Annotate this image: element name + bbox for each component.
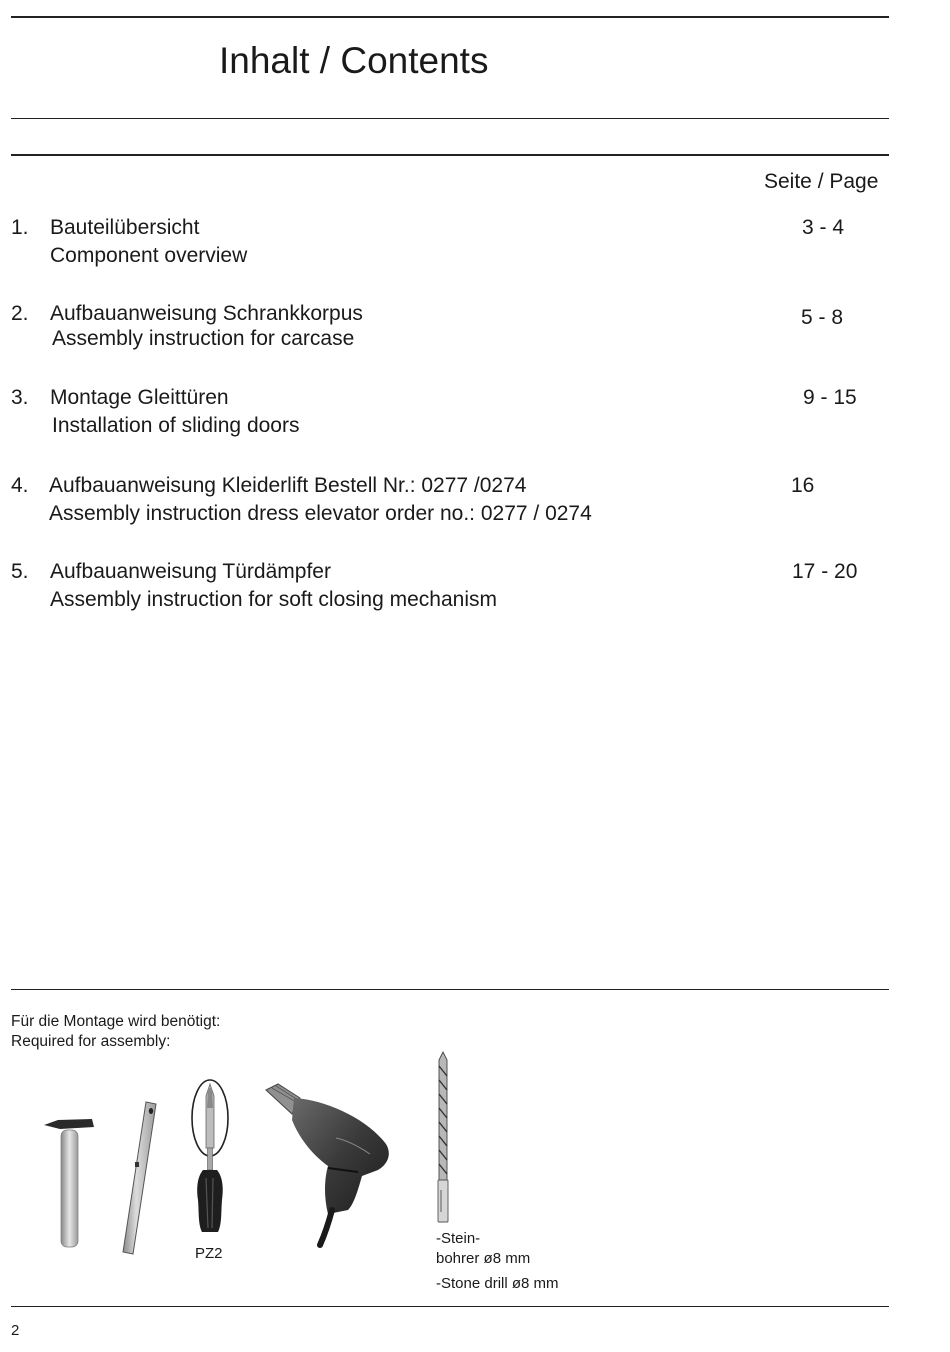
- toc-page-range: 17 - 20: [792, 560, 858, 583]
- requirements-de: Für die Montage wird benötigt:: [11, 1013, 221, 1030]
- toc-page-range: 5 - 8: [801, 306, 844, 329]
- hammer-icon: [40, 1115, 100, 1250]
- toc-entry: [0, 474, 950, 534]
- screwdriver-label: PZ2: [195, 1245, 223, 1262]
- contents-top-rule: [11, 154, 889, 156]
- power-drill-icon: [258, 1080, 398, 1248]
- toc-number: 1.: [11, 216, 29, 239]
- toc-title-de: Aufbauanweisung Schrankkorpus: [50, 302, 363, 325]
- page-column-header: Seite / Page: [764, 170, 879, 193]
- toc-title-en: Installation of sliding doors: [52, 414, 300, 437]
- toc-title-de: Aufbauanweisung Kleiderlift Bestell Nr.: 0277 /0274: [49, 474, 527, 497]
- toc-page-range: 3 - 4: [802, 216, 845, 239]
- title-bottom-rule: [11, 118, 889, 119]
- spirit-level-icon: [116, 1098, 166, 1258]
- toc-title-de: Bauteilübersicht: [50, 216, 200, 239]
- drill-bit-label-de-2: bohrer ø8 mm: [436, 1250, 531, 1267]
- screwdriver-icon: [186, 1078, 236, 1243]
- page-number: 2: [11, 1322, 20, 1339]
- toc-number: 2.: [11, 302, 29, 325]
- drill-bit-label-en: -Stone drill ø8 mm: [436, 1275, 559, 1292]
- toc-title-en: Assembly instruction dress elevator order no.: 0277 / 0274: [49, 502, 592, 525]
- toc-page-range: 16: [791, 474, 815, 497]
- toc-number: 3.: [11, 386, 29, 409]
- drill-bit-icon: [431, 1050, 455, 1226]
- tools-top-rule: [11, 989, 889, 990]
- toc-entry: [0, 560, 950, 620]
- toc-entry: [0, 216, 950, 276]
- footer-rule: [11, 1306, 889, 1307]
- toc-entry: [0, 302, 950, 362]
- page-title: Inhalt / Contents: [219, 40, 489, 81]
- toc-title-en: Component overview: [50, 244, 248, 267]
- toc-title-en: Assembly instruction for soft closing mechanism: [50, 588, 497, 611]
- drill-bit-label-de-1: -Stein-: [436, 1230, 481, 1247]
- toc-title-de: Montage Gleittüren: [50, 386, 229, 409]
- toc-title-de: Aufbauanweisung Türdämpfer: [50, 560, 331, 583]
- toc-page-range: 9 - 15: [803, 386, 857, 409]
- toc-number: 4.: [11, 474, 29, 497]
- toc-title-en: Assembly instruction for carcase: [52, 327, 355, 350]
- top-rule: [11, 16, 889, 18]
- requirements-en: Required for assembly:: [11, 1033, 171, 1050]
- toc-entry: [0, 386, 950, 446]
- toc-number: 5.: [11, 560, 29, 583]
